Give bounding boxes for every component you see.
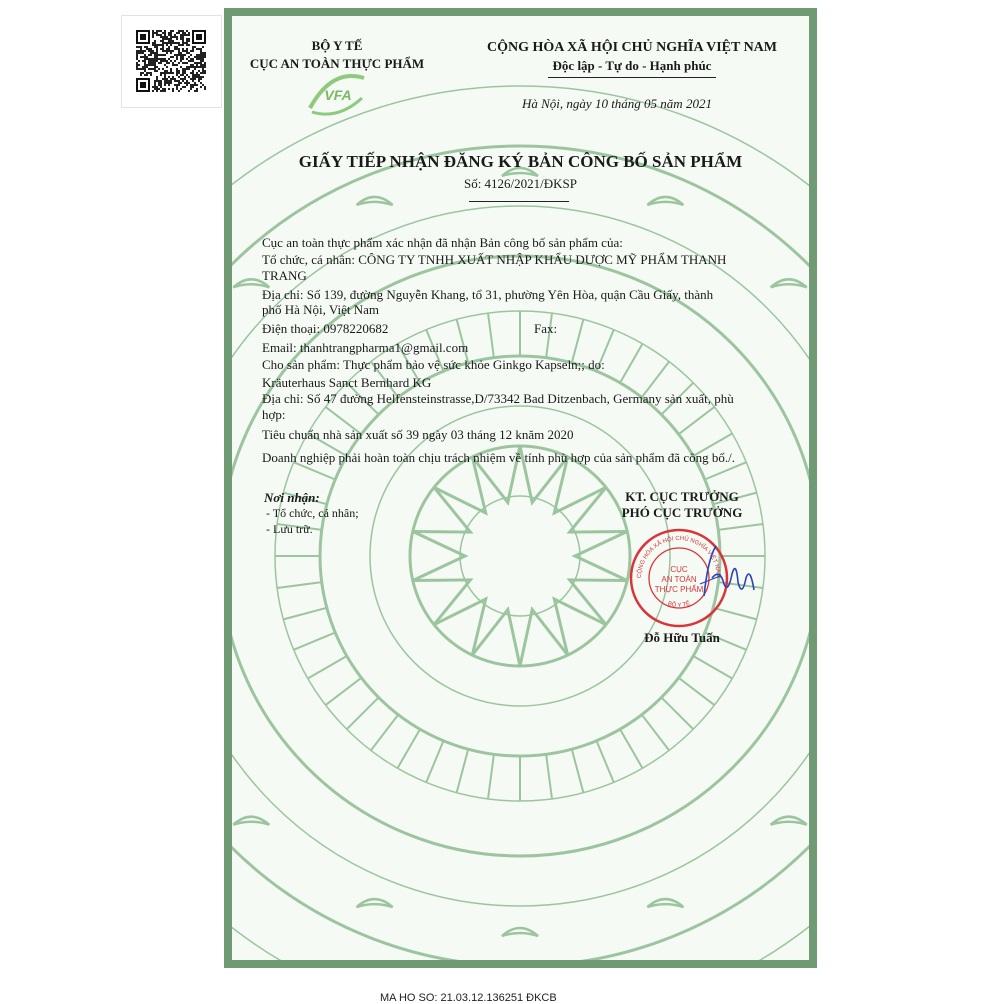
address-line-cont: phố Hà Nội, Việt Nam	[262, 302, 380, 317]
recipients-heading: Nơi nhận:	[264, 490, 320, 505]
manufacturer-address-cont: hợp:	[262, 407, 286, 422]
certificate-paper	[232, 16, 809, 960]
phone-text: Điện thoại: 0978220682	[262, 321, 389, 336]
manufacturer-address: Địa chỉ: Số 47 đường Helfensteinstrasse,D/73342 Bad Ditzenbach, Germany sản xuất, phù	[262, 391, 734, 406]
manufacturer-name: Kräuterhaus Sanct Bernhard KG	[262, 375, 432, 390]
fax-text: Fax:	[534, 321, 558, 336]
recipient-item: - Lưu trữ.	[266, 522, 313, 536]
svg-text:AN TOÀN: AN TOÀN	[661, 575, 697, 584]
country-name: CỘNG HÒA XÃ HỘI CHỦ NGHĨA VIỆT NAM	[486, 40, 777, 55]
place-date: Hà Nội, ngày 10 tháng 05 năm 2021	[522, 96, 712, 111]
signer-position: PHÓ CỤC TRƯỞNG	[621, 505, 743, 520]
ministry-name: BỘ Y TẾ	[311, 38, 363, 53]
title-underline	[469, 201, 569, 202]
svg-text:VFA: VFA	[324, 87, 352, 103]
document-title: GIẤY TIẾP NHẬN ĐĂNG KÝ BẢN CÔNG BỐ SẢN PHẨM	[298, 152, 743, 171]
signer-title: KT. CỤC TRƯỞNG	[625, 489, 739, 504]
svg-text:BỘ Y TẾ: BỘ Y TẾ	[666, 600, 692, 609]
qr-code	[121, 15, 222, 108]
certificate-frame	[224, 8, 817, 968]
standard-text: Tiêu chuẩn nhà sản xuất số 39 ngày 03 tháng 12 knăm 2020	[262, 427, 574, 442]
agency-name: CỤC AN TOÀN THỰC PHẨM	[249, 56, 425, 71]
document-number: Số: 4126/2021/ĐKSP	[463, 176, 578, 191]
svg-text:THỰC PHẨM: THỰC PHẨM	[654, 585, 704, 594]
qr-code-icon	[136, 30, 206, 92]
svg-text:CỘNG HÒA XÃ HỘI CHỦ NGHĨA VIỆT: CỘNG HÒA XÃ HỘI CHỦ NGHĨA VIỆT NAM	[636, 535, 722, 579]
product-line: Cho sản phẩm: Thực phẩm bảo vệ sức khỏe Ginkgo Kapseln;; do:	[262, 357, 605, 372]
intro-text: Cục an toàn thực phẩm xác nhận đã nhận Bản công bố sản phẩm của:	[262, 235, 623, 250]
dossier-code: MA HO SO: 21.03.12.136251 ĐKCB	[380, 992, 557, 1004]
address-line: Địa chỉ: Số 139, đường Nguyễn Khang, tổ 31, phường Yên Hòa, quận Cầu Giấy, thành	[262, 287, 714, 302]
responsibility-text: Doanh nghiệp phải hoàn toàn chịu trách nhiệm về tính phù hợp của sản phẩm đã công bố./.	[262, 450, 735, 465]
organization-line: Tổ chức, cá nhân: CÔNG TY TNHH XUẤT NHẬP KHẨU DƯỢC MỸ PHẨM THANH	[262, 252, 727, 267]
motto-underline	[548, 77, 716, 78]
vfa-logo-icon	[302, 68, 372, 118]
signer-name: Đỗ Hữu Tuấn	[644, 630, 720, 645]
motto: Độc lập - Tự do - Hạnh phúc	[552, 58, 712, 73]
recipient-item: - Tổ chức, cá nhân;	[266, 506, 359, 520]
organization-line-cont: TRANG	[262, 268, 307, 283]
email-text: Email: thanhtrangpharma1@gmail.com	[262, 340, 469, 355]
signature-icon	[694, 538, 764, 608]
svg-text:CỤC: CỤC	[670, 565, 688, 574]
